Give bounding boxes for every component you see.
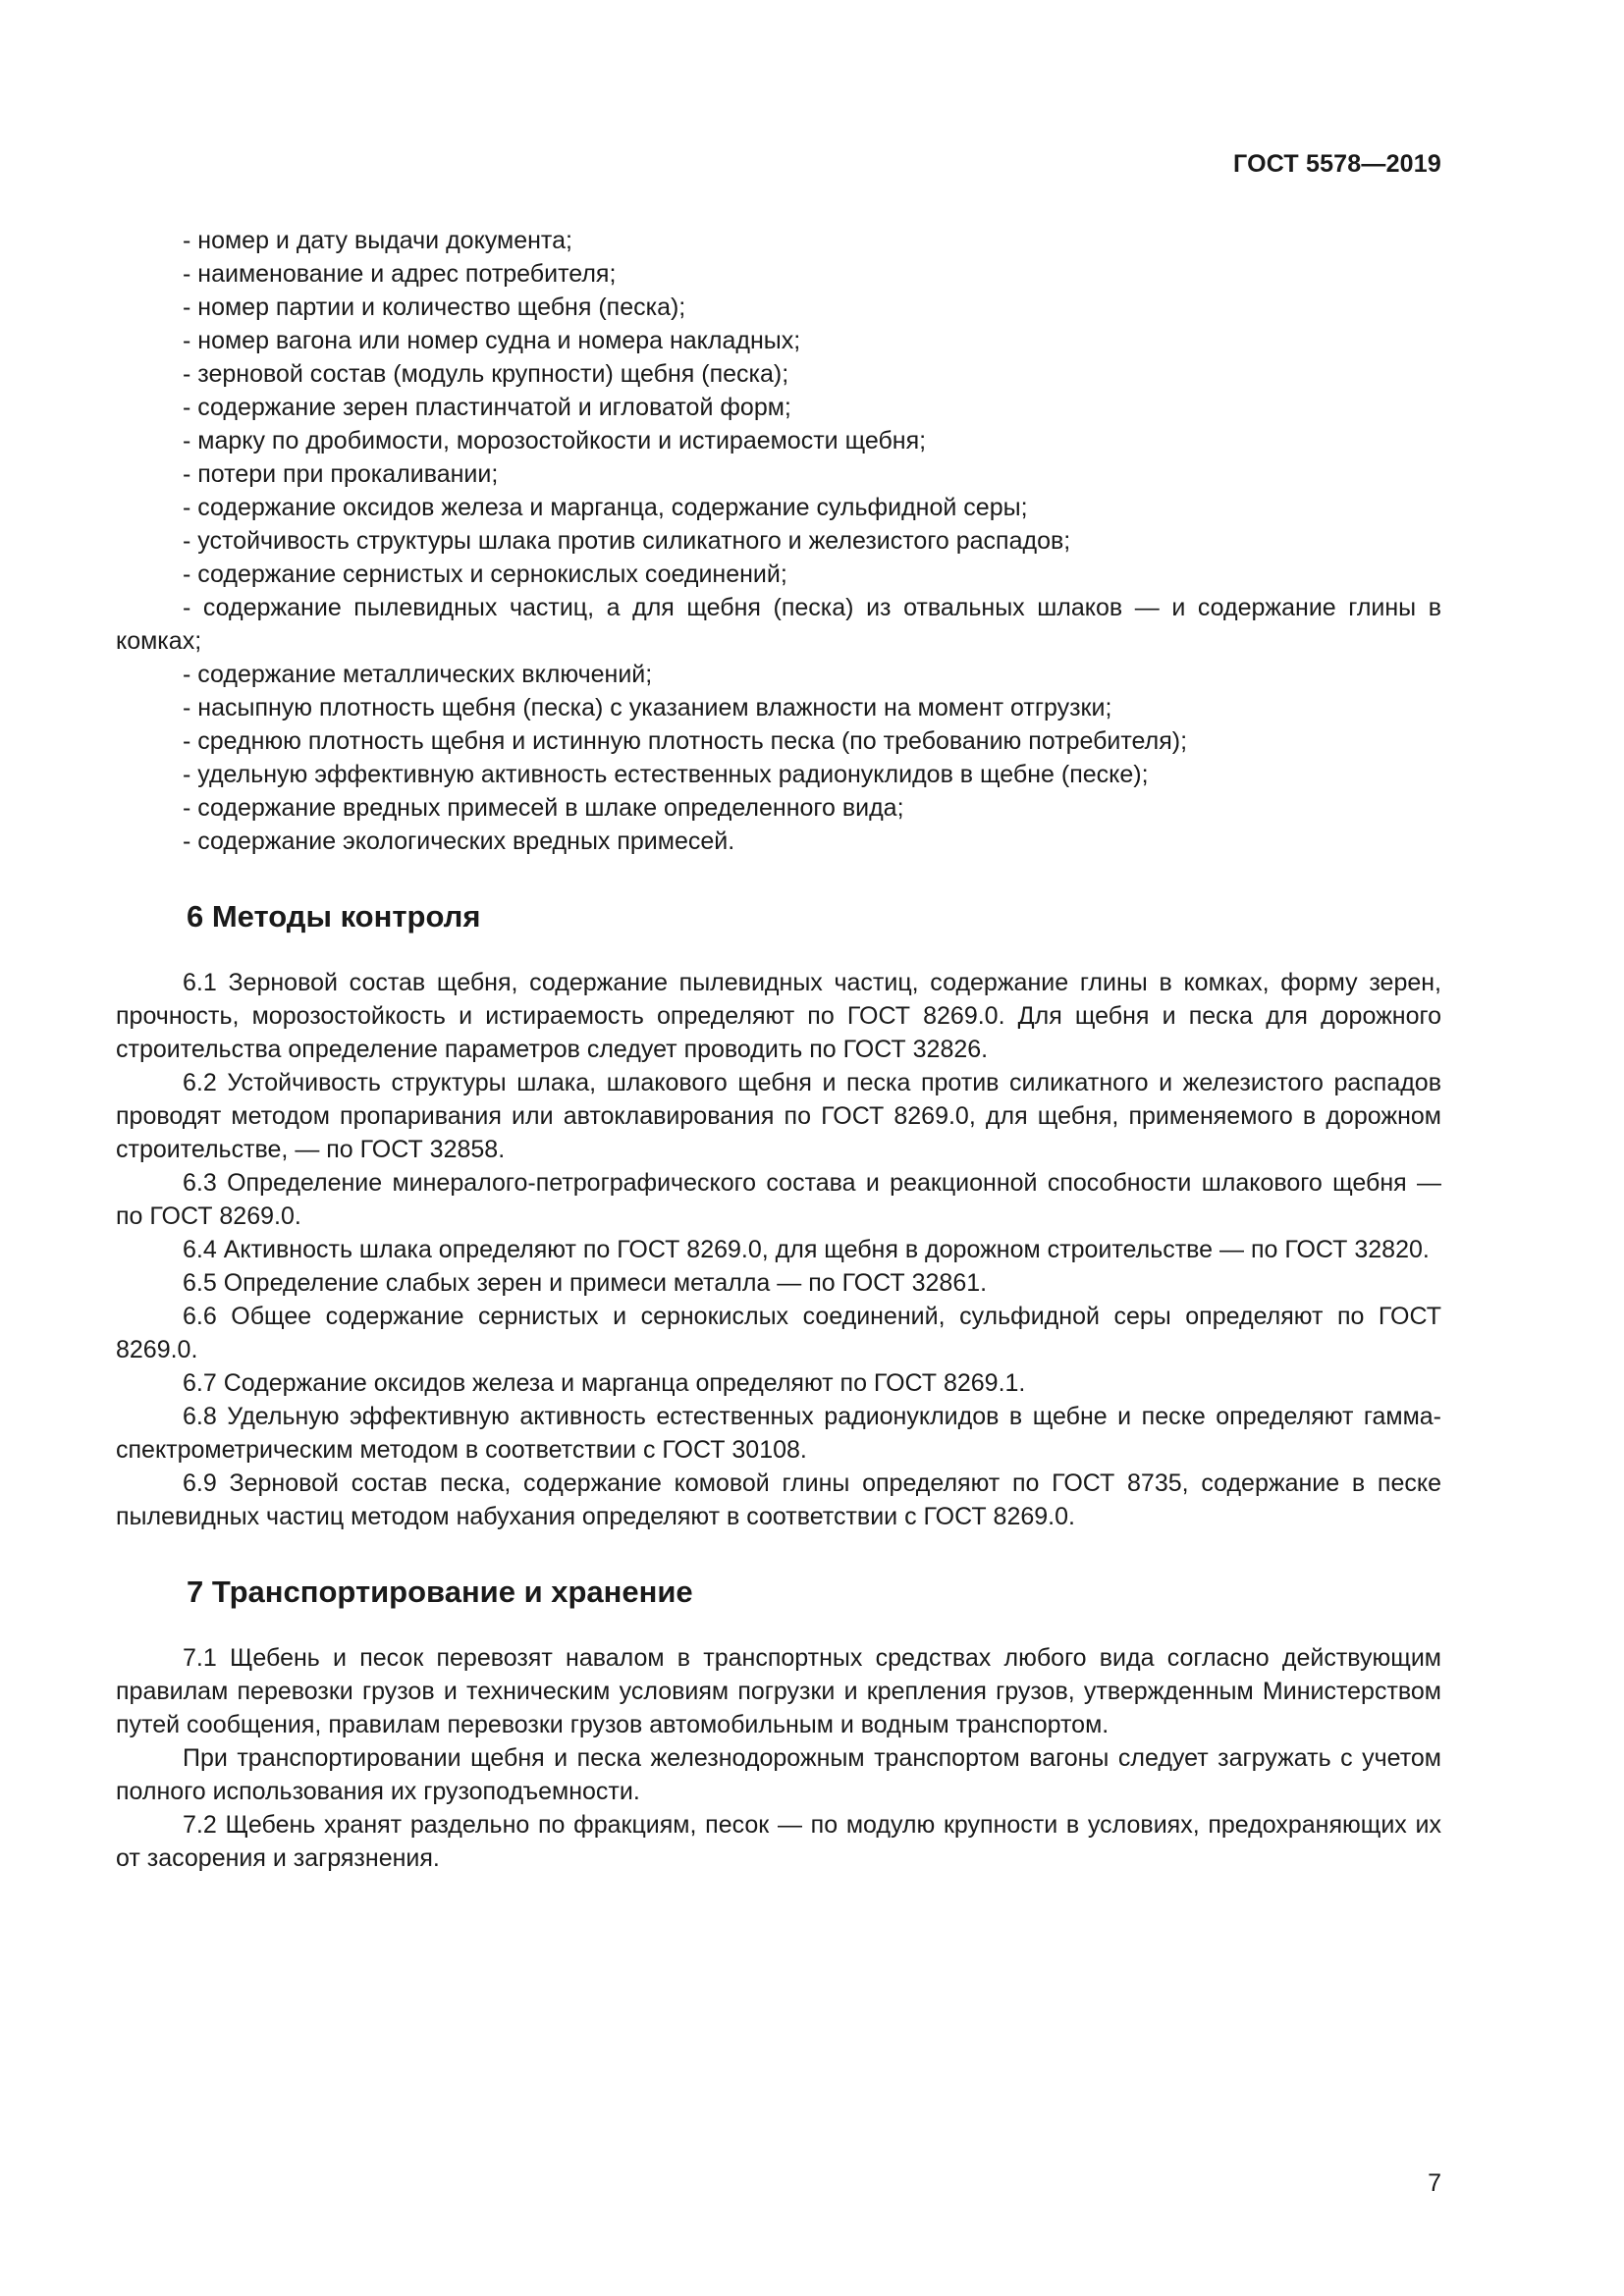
list-item: - марку по дробимости, морозостойкости и истираемости щебня;: [183, 427, 927, 454]
section-7-body: [116, 1641, 1441, 1875]
list-item: - наименование и адрес потребителя;: [183, 260, 617, 288]
requisites-list: [116, 224, 1441, 858]
list-item: - содержание вредных примесей в шлаке определенного вида;: [183, 794, 904, 822]
page-number: 7: [1428, 2169, 1441, 2197]
standard-code: ГОСТ 5578—2019: [1233, 150, 1441, 178]
paragraph-6-3: 6.3 Определение минералого-петрографического состава и реакционной способности шлакового щебня — по ГОСТ 8269.0.: [116, 1169, 1441, 1230]
paragraph-6-2: 6.2 Устойчивость структуры шлака, шлакового щебня и песка против силикатного и железистого распадов проводят методом пропаривания или автоклавирования по ГОСТ 8269.0, для щебня, применяемого в дорожном строительстве, — по ГОСТ 32858.: [116, 1069, 1441, 1163]
section-6-body: [116, 966, 1441, 1533]
list-item: - содержание зерен пластинчатой и игловатой форм;: [183, 394, 791, 421]
paragraph-7-2: 7.2 Щебень хранят раздельно по фракциям, песок — по модулю крупности в условиях, предохраняющих их от засорения и загрязнения.: [116, 1811, 1441, 1872]
list-item: - содержание сернистых и сернокислых соединений;: [183, 561, 787, 588]
paragraph-6-8: 6.8 Удельную эффективную активность естественных радионуклидов в щебне и песке определяют гамма-спектрометрическим методом в соответствии с ГОСТ 30108.: [116, 1403, 1441, 1464]
document-body: [116, 224, 1441, 1875]
list-item: - номер партии и количество щебня (песка);: [183, 294, 686, 321]
paragraph-6-6: 6.6 Общее содержание сернистых и сернокислых соединений, сульфидной серы определяют по ГОСТ 8269.0.: [116, 1303, 1441, 1363]
list-item: - удельную эффективную активность естественных радионуклидов в щебне (песке);: [183, 761, 1149, 788]
list-item: - среднюю плотность щебня и истинную плотность песка (по требованию потребителя);: [183, 727, 1188, 755]
paragraph-7-1: 7.1 Щебень и песок перевозят навалом в транспортных средствах любого вида согласно действующим правилам перевозки грузов и техническим условиям погрузки и крепления грузов, утвержденным Министерством путей сообщения, правилам перевозки грузов автомобильным и водным транспортом.: [116, 1644, 1441, 1738]
list-item: - номер и дату выдачи документа;: [183, 227, 572, 254]
list-item: - устойчивость структуры шлака против силикатного и железистого распадов;: [183, 527, 1071, 555]
list-item: - зерновой состав (модуль крупности) щебня (песка);: [183, 360, 789, 388]
section-7-title: 7 Транспортирование и хранение: [187, 1575, 693, 1609]
paragraph-6-7: 6.7 Содержание оксидов железа и марганца определяют по ГОСТ 8269.1.: [183, 1369, 1026, 1397]
list-item: - содержание металлических включений;: [183, 661, 653, 688]
list-item: - насыпную плотность щебня (песка) с указанием влажности на момент отгрузки;: [183, 694, 1112, 721]
list-item: - содержание оксидов железа и марганца, содержание сульфидной серы;: [183, 494, 1028, 521]
paragraph-6-4: 6.4 Активность шлака определяют по ГОСТ 8269.0, для щебня в дорожном строительстве — по ГОСТ 32820.: [183, 1236, 1430, 1263]
list-item: - содержание экологических вредных примесей.: [183, 828, 735, 855]
list-item: - содержание пылевидных частиц, а для щебня (песка) из отвальных шлаков — и содержание глины в комках;: [116, 594, 1441, 655]
list-item: - потери при прокаливании;: [183, 460, 499, 488]
list-item: - номер вагона или номер судна и номера накладных;: [183, 327, 801, 354]
paragraph-6-1: 6.1 Зерновой состав щебня, содержание пылевидных частиц, содержание глины в комках, форму зерен, прочность, морозостойкость и истираемость определяют по ГОСТ 8269.0. Для щебня и песка для дорожного строительства определение параметров следует проводить по ГОСТ 32826.: [116, 969, 1441, 1063]
paragraph-6-9: 6.9 Зерновой состав песка, содержание комовой глины определяют по ГОСТ 8735, содержание в песке пылевидных частиц методом набухания определяют в соответствии с ГОСТ 8269.0.: [116, 1469, 1441, 1530]
paragraph-6-5: 6.5 Определение слабых зерен и примеси металла — по ГОСТ 32861.: [183, 1269, 988, 1297]
paragraph-7-1-continued: При транспортировании щебня и песка железнодорожным транспортом вагоны следует загружать с учетом полного использования их грузоподъемности.: [116, 1744, 1441, 1805]
section-6-title: 6 Методы контроля: [187, 899, 481, 934]
